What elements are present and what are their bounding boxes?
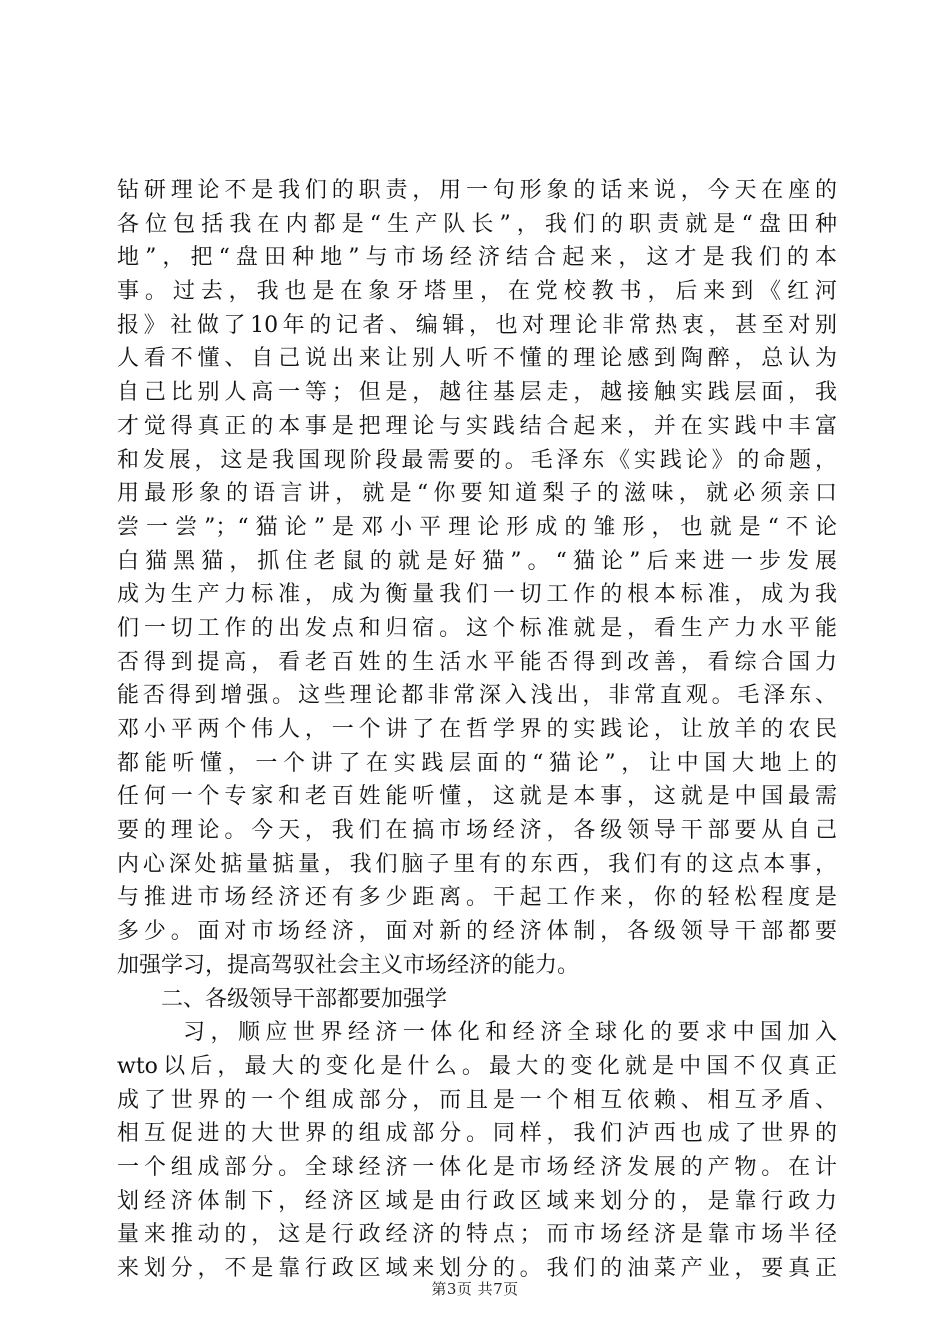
text-line-32: 量来推动的，这是行政经济的特点；而市场经济是靠市场半径 bbox=[117, 1222, 837, 1248]
text-line-14: 们一切工作的出发点和归宿。这个标准就是，看生产力水平能 bbox=[117, 615, 837, 641]
text-line-28: 成了世界的一个组成部分，而且是一个相互依赖、相互矛盾、 bbox=[117, 1087, 837, 1113]
text-line-17: 邓小平两个伟人，一个讲了在哲学界的实践论，让放羊的农民 bbox=[117, 717, 837, 742]
text-line-6: 人看不懂、自己说出来让别人听不懂的理论感到陶醉，总认为 bbox=[117, 346, 837, 372]
text-line-15: 否得到提高，看老百姓的生活水平能否得到改善，看综合国力 bbox=[117, 649, 837, 675]
text-line-5: 报》社做了10年的记者、编辑，也对理论非常热衷，甚至对别 bbox=[117, 312, 837, 338]
text-line-12: 白猫黑猫，抓住老鼠的就是好猫”。“猫论”后来进一步发展 bbox=[117, 548, 837, 574]
text-line-3: 地”，把“盘田种地”与市场经济结合起来，这才是我们的本 bbox=[117, 245, 837, 271]
text-line-2: 各位包括我在内都是“生产队长”，我们的职责就是“盘田种 bbox=[117, 211, 837, 237]
text-line-30: 一个组成部分。全球经济一体化是市场经济发展的产物。在计 bbox=[117, 1154, 837, 1180]
body-text bbox=[117, 174, 837, 1286]
text-line-7: 自己比别人高一等；但是，越往基层走，越接触实践层面，我 bbox=[117, 380, 837, 406]
text-line-13: 成为生产力标准，成为衡量我们一切工作的根本标准，成为我 bbox=[117, 582, 837, 608]
text-line-21: 内心深处掂量掂量，我们脑子里有的东西，我们有的这点本事， bbox=[117, 851, 837, 877]
text-line-24: 加强学习，提高驾驭社会主义市场经济的能力。 bbox=[117, 952, 580, 978]
text-line-23: 多少。面对市场经济，面对新的经济体制，各级领导干部都要 bbox=[117, 919, 837, 945]
text-line-1: 钻研理论不是我们的职责，用一句形象的话来说，今天在座的 bbox=[117, 178, 837, 203]
page-number-footer: 第3页 共7页 bbox=[431, 1280, 519, 1298]
text-line-20: 要的理论。今天，我们在搞市场经济，各级领导干部要从自己 bbox=[117, 818, 837, 844]
text-line-18: 都能听懂，一个讲了在实践层面的“猫论”，让中国大地上的 bbox=[117, 750, 837, 776]
text-line-33: 来划分，不是靠行政区域来划分的。我们的油菜产业，要真正 bbox=[117, 1256, 837, 1281]
text-line-9: 和发展，这是我国现阶段最需要的。毛泽东《实践论》的命题， bbox=[117, 447, 837, 473]
text-line-11: 尝一尝”；“猫论”是邓小平理论形成的雏形，也就是“不论 bbox=[117, 514, 837, 540]
text-line-16: 能否得到增强。这些理论都非常深入浅出，非常直观。毛泽东、 bbox=[117, 683, 837, 709]
text-line-19: 任何一个专家和老百姓能听懂，这就是本事，这就是中国最需 bbox=[117, 784, 837, 810]
text-line-31: 划经济体制下，经济区域是由行政区域来划分的，是靠行政力 bbox=[117, 1188, 837, 1214]
text-line-27: wto以后，最大的变化是什么。最大的变化就是中国不仅真正 bbox=[117, 1053, 837, 1079]
text-line-8: 才觉得真正的本事是把理论与实践结合起来，并在实践中丰富 bbox=[117, 413, 837, 439]
text-line-10: 用最形象的语言讲，就是“你要知道梨子的滋味，就必须亲口 bbox=[117, 481, 837, 507]
text-line-4: 事。过去，我也是在象牙塔里，在党校教书，后来到《红河 bbox=[117, 279, 837, 305]
text-line-29: 相互促进的大世界的组成部分。同样，我们泸西也成了世界的 bbox=[117, 1121, 837, 1147]
section-heading: 二、各级领导干部都要加强学 bbox=[161, 986, 448, 1012]
text-line-26: 习，顺应世界经济一体化和经济全球化的要求中国加入 bbox=[183, 1020, 837, 1046]
text-line-22: 与推进市场经济还有多少距离。干起工作来，你的轻松程度是 bbox=[117, 885, 837, 911]
